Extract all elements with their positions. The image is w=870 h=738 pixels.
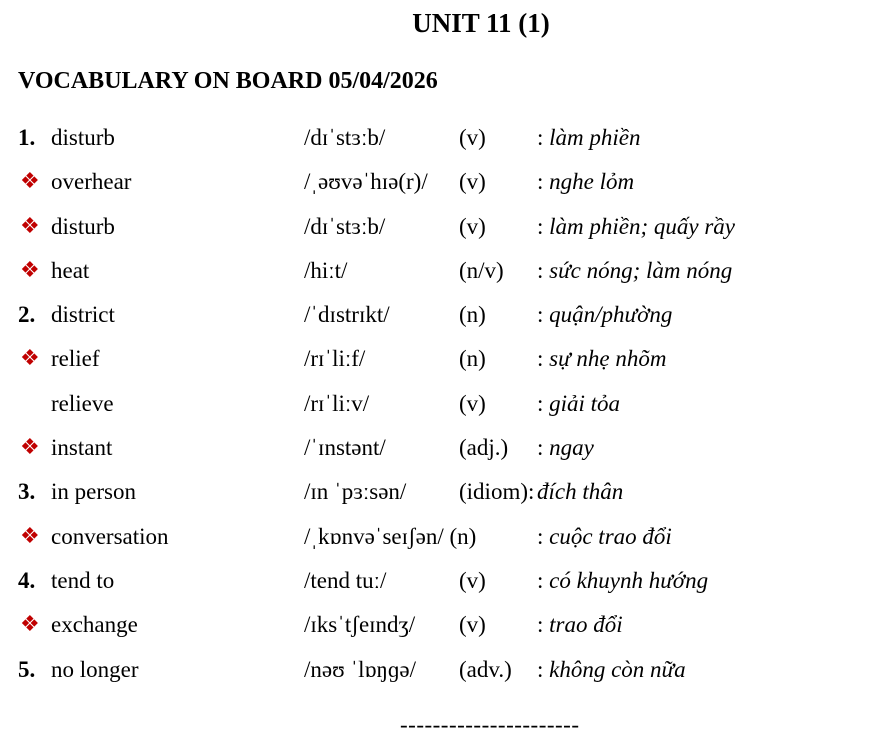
meaning-text: làm phiền (549, 125, 641, 150)
meaning-separator: : (537, 523, 544, 549)
vocab-part-of-speech: (v) (459, 169, 486, 195)
vocab-word: no longer (51, 656, 139, 682)
vocab-pronunciation: /nəʊ ˈlɒŋɡə/ (304, 656, 417, 682)
vocab-part-of-speech: (v) (459, 567, 486, 593)
vocab-word: heat (51, 257, 90, 283)
vocab-meaning (537, 426, 594, 470)
vocab-part-of-speech: (v) (459, 125, 486, 150)
page-title: UNIT 11 (1) (412, 8, 550, 38)
meaning-text: quận/phường (549, 302, 673, 328)
diamond-bullet-icon: ❖ (20, 257, 40, 283)
vocab-pronunciation: /hiːt/ (304, 257, 348, 283)
vocab-word: relief (51, 346, 100, 372)
vocab-word: relieve (51, 390, 114, 416)
meaning-text: ngay (549, 435, 594, 461)
vocab-pronunciation: /rɪˈliːf/ (304, 346, 366, 372)
meaning-separator: : (537, 213, 544, 239)
vocab-word: overhear (51, 169, 132, 195)
vocab-row (18, 382, 868, 426)
vocab-meaning (537, 603, 623, 647)
vocab-row (18, 293, 868, 337)
vocab-part-of-speech: (idiom): (459, 479, 535, 505)
diamond-bullet-icon: ❖ (20, 523, 40, 549)
vocab-pronunciation: /dɪˈstɜːb/ (304, 213, 386, 239)
vocab-row (18, 116, 868, 160)
vocab-word: disturb (51, 125, 115, 150)
item-number: 4. (18, 567, 36, 593)
vocab-part-of-speech: (v) (459, 612, 486, 638)
vocab-meaning (537, 337, 666, 381)
vocab-meaning (537, 470, 623, 514)
vocab-word: in person (51, 479, 136, 505)
meaning-text: không còn nữa (549, 656, 686, 682)
vocab-pronunciation: /ɪn ˈpɜːsən/ (304, 479, 407, 505)
vocab-part-of-speech: (n/v) (459, 257, 504, 283)
vocab-row (18, 603, 868, 647)
diamond-bullet-icon: ❖ (20, 169, 40, 195)
meaning-separator: : (537, 346, 544, 372)
meaning-text: sức nóng; làm nóng (549, 257, 733, 283)
vocabulary-heading: VOCABULARY ON BOARD 05/04/2026 (18, 68, 438, 94)
vocab-pronunciation: /tend tuː/ (304, 567, 387, 593)
item-number: 2. (18, 302, 36, 328)
meaning-text: có khuynh hướng (549, 567, 709, 593)
vocab-word: tend to (51, 567, 115, 593)
vocab-word: district (51, 302, 115, 328)
vocab-meaning (537, 116, 641, 160)
vocabulary-list (18, 116, 868, 692)
diamond-bullet-icon: ❖ (20, 213, 40, 239)
meaning-separator: : (537, 567, 544, 593)
meaning-separator: : (537, 169, 544, 195)
meaning-text: giải tỏa (549, 390, 621, 416)
vocab-row (18, 426, 868, 470)
vocab-meaning (537, 648, 686, 692)
meaning-text: đích thân (537, 479, 624, 505)
meaning-text: nghe lỏm (549, 169, 635, 195)
vocab-meaning (537, 559, 708, 603)
vocab-meaning (537, 205, 735, 249)
meaning-text: cuộc trao đổi (549, 523, 672, 549)
vocab-row (18, 337, 868, 381)
vocab-word: disturb (51, 213, 115, 239)
meaning-separator: : (537, 656, 544, 682)
vocab-part-of-speech: (n) (459, 302, 486, 328)
vocab-part-of-speech: (adv.) (459, 656, 512, 682)
vocab-part-of-speech: (v) (459, 390, 486, 416)
vocab-row (18, 559, 868, 603)
meaning-separator: : (537, 302, 544, 328)
diamond-bullet-icon: ❖ (20, 435, 40, 461)
vocab-pronunciation: /ˈɪnstənt/ (304, 435, 386, 461)
item-number: 1. (18, 125, 36, 150)
meaning-separator: : (537, 435, 544, 461)
vocab-meaning (537, 293, 672, 337)
meaning-text: làm phiền; quấy rầy (549, 213, 736, 239)
meaning-separator: : (537, 125, 544, 150)
diamond-bullet-icon: ❖ (20, 612, 40, 638)
vocab-pronunciation: /rɪˈliːv/ (304, 390, 370, 416)
vocab-word: exchange (51, 612, 138, 638)
item-number: 3. (18, 479, 36, 505)
vocab-row (18, 648, 868, 692)
vocab-part-of-speech: (adj.) (459, 435, 509, 461)
vocab-meaning (537, 382, 620, 426)
vocab-pronunciation: /ˌkɒnvəˈseɪʃən/ (n) (304, 523, 477, 549)
meaning-separator: : (537, 257, 544, 283)
meaning-text: trao đổi (549, 612, 623, 638)
meaning-separator: : (537, 390, 544, 416)
vocab-row (18, 205, 868, 249)
vocab-meaning (537, 515, 672, 559)
vocab-row (18, 515, 868, 559)
vocab-meaning (537, 160, 634, 204)
meaning-text: sự nhẹ nhõm (549, 346, 667, 372)
vocab-pronunciation: /ɪksˈtʃeɪndʒ/ (304, 612, 416, 638)
vocab-word: instant (51, 435, 113, 461)
item-number: 5. (18, 656, 36, 682)
vocab-pronunciation: /ˌəʊvəˈhɪə(r)/ (304, 169, 428, 195)
diamond-bullet-icon: ❖ (20, 346, 40, 372)
vocab-meaning (537, 249, 732, 293)
meaning-separator: : (537, 612, 544, 638)
vocab-row (18, 249, 868, 293)
vocab-pronunciation: /dɪˈstɜːb/ (304, 125, 386, 150)
vocab-part-of-speech: (v) (459, 213, 486, 239)
vocab-pronunciation: /ˈdɪstrɪkt/ (304, 302, 390, 328)
divider-line: ---------------------- (400, 712, 580, 737)
vocab-row (18, 160, 868, 204)
vocab-part-of-speech: (n) (459, 346, 486, 372)
vocab-word: conversation (51, 523, 169, 549)
vocab-row (18, 470, 868, 514)
